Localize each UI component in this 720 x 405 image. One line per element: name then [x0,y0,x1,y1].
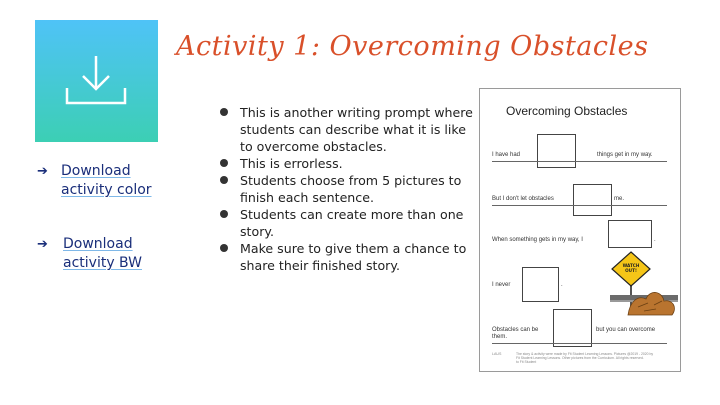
bullet-item: This is another writing prompt where students can describe what it is like to overcome obstacles. [220,104,482,155]
worksheet-text: but you can overcome [596,327,656,333]
picture-box [608,220,652,248]
warning-sign-icon [610,251,678,319]
worksheet-text: Obstacles can be [492,327,539,333]
worksheet-page-label: LAUS [492,352,502,356]
writing-line [492,343,667,344]
footer-line: The story & activity were made by Fit Student Learning Lessons. Pictures @2019 - 2020 by [516,352,654,356]
bullet-list [220,104,482,274]
picture-box [537,134,576,168]
bullet-item: This is errorless. [220,155,482,172]
download-color-link-row[interactable] [37,162,167,200]
writing-line [492,205,667,206]
sign-text: WATCH OUT! [622,263,640,273]
download-tile[interactable] [35,20,158,142]
bullet-item: Students can create more than one story. [220,206,482,240]
writing-line [492,161,667,162]
worksheet-text: . [561,282,563,288]
worksheet-text: me. [614,196,625,202]
footer-line: to Fit Student [516,360,537,364]
arrow-right-icon: ➔ [37,237,48,252]
download-activity-color-link[interactable]: Download activity color [61,163,152,198]
download-icon [35,20,158,142]
footer-line: Fit Student Learning Lessons. Other pictures from the Curriculum. All rights reserved. [516,356,644,360]
worksheet-text: I never [492,282,511,288]
worksheet-text: things get in my way. [597,152,653,158]
slide-title: Activity 1: Overcoming Obstacles [176,31,649,62]
worksheet-text: When something gets in my way, I [492,237,583,243]
bullet-item: Students choose from 5 pictures to finish each sentence. [220,172,482,206]
picture-box [522,267,559,302]
picture-box [573,184,612,216]
arrow-right-icon: ➔ [37,164,48,179]
worksheet-footer [516,352,666,364]
bullet-item: Make sure to give them a chance to share their finished story. [220,240,482,274]
worksheet-preview [479,88,681,372]
picture-box [553,309,592,347]
download-activity-bw-link[interactable]: Download activity BW [63,236,143,271]
worksheet-text: . [654,237,656,243]
download-bw-link-row[interactable] [37,235,167,273]
worksheet-text: But I don't let obstacles [492,196,554,202]
worksheet-text: I have had [492,152,521,158]
worksheet-text: them. [492,334,508,340]
watch-out-sign-illustration [610,251,678,324]
worksheet-title: Overcoming Obstacles [506,104,628,118]
